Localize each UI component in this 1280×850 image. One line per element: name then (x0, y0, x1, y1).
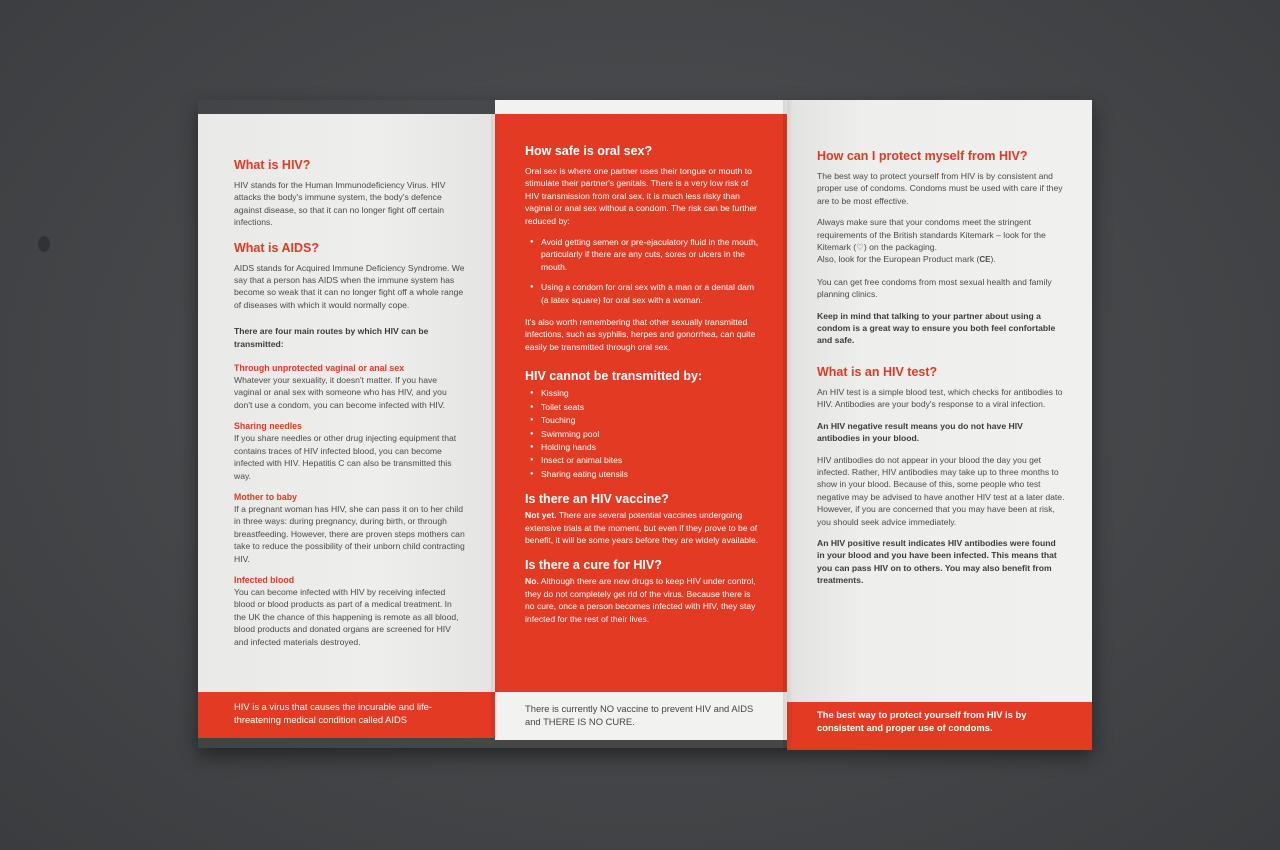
list-item: ● Using a condom for oral sex with a man or a dental dam (a latex square) for oral sex with a woman. (525, 281, 761, 306)
what-is-aids-text: AIDS stands for Acquired Immune Deficiency Syndrome. We say that a person has AIDS when the immune system has become so weak that it can no longer fight off a whole range of diseases with which it would normally cope. (234, 262, 465, 310)
vaccine-heading: Is there an HIV vaccine? (525, 492, 669, 507)
route-needles-text: If you share needles or other drug injecting equipment that contains traces of HIV infected blood, you can become infected with HIV. Hepatitis C can also be transmitted this way. (234, 433, 457, 481)
cure-body: Although there are new drugs to keep HIV under control, they do not completely get rid of the virus. Because there is no cure, once a person becomes infected with HIV, they stay infected for the rest of their lives. (525, 576, 756, 624)
vaccine-lead: Not yet. (525, 510, 557, 521)
panel-left (198, 114, 495, 738)
protect-bold-note: Keep in mind that talking to your partner about using a condom is a great way to ensure you both feel confortable and safe. (817, 310, 1056, 346)
list-item: ● Holding hands (525, 441, 761, 453)
hiv-leaflet (198, 100, 1092, 748)
list-item: ● Touching (525, 414, 761, 426)
oral-sex-bullets (525, 236, 761, 306)
route-mother-heading: Mother to baby (234, 491, 298, 502)
what-is-hiv-text: HIV stands for the Human Immunodeficiency Virus. HIV attacks the body's immune system, the body's defence against disease, so that it can no longer fight off certain infections. (234, 180, 446, 228)
protect-text-1: The best way to protect yourself from HIV is by consistent and proper use of condoms. Condoms must be used with care if they are to be most effective. (817, 171, 1063, 206)
list-item: ● Toilet seats (525, 401, 761, 413)
list-item: ● Sharing eating utensils (525, 468, 761, 480)
route-sex-text: Whatever your sexuality, it doesn't matter. If you have vaginal or anal sex with someone who has HIV, and you don't use a condom, you can become infected with HIV. (234, 375, 447, 410)
panel-right (787, 100, 1092, 750)
background-speck (38, 236, 50, 252)
route-blood-heading: Infected blood (234, 574, 295, 585)
cannot-transmit-list (525, 387, 761, 480)
what-is-hiv-heading: What is HIV? (234, 158, 311, 172)
kitemark-icon: ♡ (856, 242, 864, 253)
kitemark-sentence: Always make sure that your condoms meet the stringent requirements of the British standards Kitemark – look for the Kitemark ( (817, 217, 1046, 253)
ce-sentence-end: ). (990, 254, 996, 265)
cannot-transmit-heading: HIV cannot be transmitted by: (525, 369, 703, 384)
hiv-negative-note: An HIV negative result means you do not have HIV antibodies in your blood. (817, 420, 1023, 444)
panel-right-footer-band (787, 702, 1092, 750)
hiv-test-heading: What is an HIV test? (817, 364, 938, 379)
panel-middle-footer-text: There is currently NO vaccine to prevent HIV and AIDS and THERE IS NO CURE. (525, 703, 754, 727)
protect-heading: How can I protect myself from HIV? (817, 149, 1028, 163)
list-item: ● Avoid getting semen or pre-ejaculatory fluid in the mouth, particularly if there are any cuts, sores or ulcers in the mouth. (525, 236, 761, 273)
panel-middle-footer-band (495, 692, 787, 740)
vaccine-text (525, 509, 761, 546)
route-blood-text: You can become infected with HIV by receiving infected blood or blood products as part of a medical treatment. In the UK the chance of this happening is remote as all blood, blood products and donated organs are screened for HIV and infected materials destroyed. (234, 586, 459, 647)
oral-sex-heading: How safe is oral sex? (525, 144, 653, 158)
oral-sex-text: Oral sex is where one partner uses their tongue or mouth to stimulate their partner's genitals. There is a very low risk of HIV transmission from oral sex, it is much less risky than vaginal or anal sex without a condom. The risk can be further reduced by: (525, 166, 757, 226)
route-needles-heading: Sharing needles (234, 421, 302, 432)
kitemark-sentence-end: ) on the packaging. (863, 242, 937, 253)
hiv-test-text-2: HIV antibodies do not appear in your blood the day you get infected. Rather, HIV antibodies may take up to three months to show in your blood. Because of this, some people who test negative may be advised to have another HIV test at a later date. However, if you are concerned that you may have been at risk, you should seek advice immediately. (817, 454, 1065, 527)
panel-right-footer-text: The best way to protect yourself from HIV is by consistent and proper use of condoms. (817, 709, 1027, 733)
list-item: ● Swimming pool (525, 428, 761, 440)
what-is-aids-heading: What is AIDS? (234, 240, 319, 255)
fold-shadow-right (783, 100, 793, 750)
protect-text-2 (817, 216, 1065, 267)
panel-left-footer-band (198, 692, 495, 738)
cure-text (525, 575, 761, 625)
hiv-positive-note: An HIV positive result indicates HIV antibodies were found in your blood and you have been infected. This means that you can pass HIV on to others. You may also benefit from treatments. (817, 537, 1057, 586)
routes-intro: There are four main routes by which HIV can be transmitted: (234, 326, 429, 349)
panel-middle-content (525, 144, 761, 634)
ce-sentence: Also, look for the European Product mark ( (817, 254, 980, 265)
protect-text-3: You can get free condoms from most sexual health and family planning clinics. (817, 276, 1052, 300)
panel-middle (495, 100, 787, 740)
hiv-test-text-1: An HIV test is a simple blood test, which checks for antibodies to HIV. Antibodies are your body's response to a viral infection. (817, 386, 1063, 410)
list-item: ● Insect or animal bites (525, 454, 761, 466)
cure-lead: No. (525, 576, 539, 587)
oral-sex-note: It's also worth remembering that other sexually transmitted infections, such as syphilis, herpes and gonorrhea, can quite easily be transmitted through oral sex. (525, 317, 756, 352)
panel-right-content (817, 149, 1065, 596)
route-mother-text: If a pregnant woman has HIV, she can pass it on to her child in three ways: during pregnancy, during birth, or through breastfeeding. However, there are proven steps mothers can take to reduce the possibility of their unborn child contracting HIV. (234, 503, 465, 564)
panel-left-content (234, 158, 466, 657)
fold-shadow-left (491, 114, 499, 740)
panel-left-footer-text: HIV is a virus that causes the incurable and life-threatening medical condition called AIDS (234, 701, 433, 725)
list-item: ● Kissing (525, 387, 761, 399)
cure-heading: Is there a cure for HIV? (525, 558, 662, 573)
ce-mark-icon: CE (979, 255, 991, 265)
route-sex-heading: Through unprotected vaginal or anal sex (234, 363, 405, 374)
vaccine-body: There are several potential vaccines undergoing extensive trials at the moment, but even if they prove to be of benefit, it will be some years before they are widely available. (525, 510, 759, 545)
